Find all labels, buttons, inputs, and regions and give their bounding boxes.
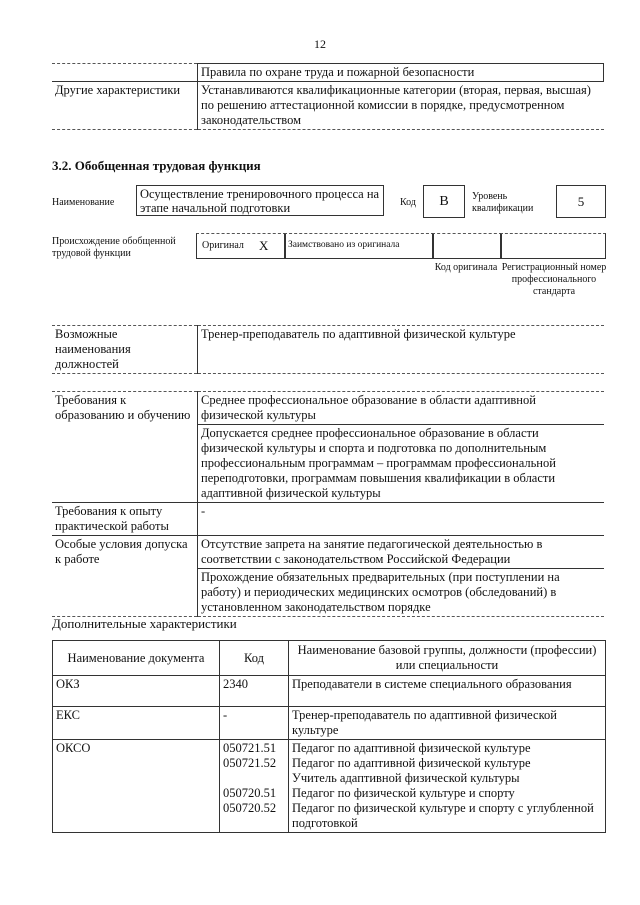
row-doc: ОКЗ — [53, 676, 220, 707]
safety-rules-cell: Правила по охране труда и пожарной безопасности — [198, 64, 604, 82]
header-name: Наименование базовой группы, должности (профессии) или специальности — [289, 641, 606, 676]
row-doc: ОКСО — [53, 740, 220, 833]
original-label: Оригинал — [202, 240, 244, 251]
conditions-2: Прохождение обязательных предварительных (при поступлении на работу) и периодических медицинских осмотров (обследований) в установленном законодательством порядке — [198, 569, 605, 617]
requirements-table — [52, 391, 604, 617]
reg-number-box — [500, 233, 606, 259]
function-name-box: Осуществление тренировочного процесса на этапе начальной подготовки — [136, 185, 384, 216]
row-code: - — [220, 707, 289, 740]
header-code: Код — [220, 641, 289, 676]
education-requirement-1: Среднее профессиональное образование в области адаптивной физической культуры — [198, 392, 605, 425]
experience-label: Требования к опыту практической работы — [52, 503, 198, 536]
original-mark: X — [259, 238, 269, 253]
original-box — [196, 233, 286, 259]
origin-label: Происхождение обобщенной трудовой функции — [52, 236, 176, 259]
education-requirement-2: Допускается среднее профессиональное образование в области физической культуры и спорта и подготовка по дополнительным профессиональным программам – программам профессиональной переподготовки, программам повышения квалификации в области адаптивной физической культуры — [198, 425, 605, 503]
positions-value: Тренер-преподаватель по адаптивной физической культуре — [198, 326, 605, 374]
code-value-box: B — [423, 185, 465, 218]
other-characteristics-label: Другие характеристики — [52, 82, 198, 130]
borrowed-label: Заимствовано из оригинала — [288, 240, 400, 250]
row-code: 2340 — [220, 676, 289, 707]
code-original-caption: Код оригинала — [434, 262, 498, 273]
code-original-box — [432, 233, 502, 259]
experience-value: - — [198, 503, 605, 536]
other-characteristics-table — [52, 63, 604, 130]
section-title: 3.2. Обобщенная трудовая функция — [52, 158, 261, 173]
table-row — [53, 740, 606, 833]
positions-table — [52, 325, 604, 374]
borrowed-box — [284, 233, 434, 259]
additional-table — [52, 640, 606, 833]
education-label: Требования к образованию и обучению — [52, 392, 198, 503]
row-code: 050721.51 050721.52 050720.51 050720.52 — [220, 740, 289, 833]
row-doc: ЕКС — [53, 707, 220, 740]
reg-number-caption: Регистрационный номер профессионального стандарта — [501, 262, 607, 297]
level-value-box: 5 — [556, 185, 606, 218]
table-row — [53, 676, 606, 707]
name-label: Наименование — [52, 197, 115, 208]
code-label: Код — [400, 197, 416, 208]
other-characteristics-value: Устанавливаются квалификационные категории (вторая, первая, высшая) по решению аттестационной комиссии в порядке, предусмотренном законодательством — [198, 82, 604, 130]
page-number: 12 — [314, 37, 326, 51]
table-row — [53, 707, 606, 740]
row-name: Преподаватели в системе специального образования — [289, 676, 606, 707]
conditions-1: Отсутствие запрета на занятие педагогической деятельностью в соответствии с законодательством Российской Федерации — [198, 536, 605, 569]
row-name: Педагог по адаптивной физической культуре Педагог по адаптивной физической культуре Учитель адаптивной физической культуры Педагог по физической культуре и спорту Педагог по физической культуре и спорту с углубленной подготовкой — [289, 740, 606, 833]
additional-title: Дополнительные характеристики — [52, 616, 237, 631]
empty-cell — [52, 64, 198, 82]
row-name: Тренер-преподаватель по адаптивной физической культуре — [289, 707, 606, 740]
conditions-label: Особые условия допуска к работе — [52, 536, 198, 617]
level-label: Уровень квалификации — [472, 191, 534, 214]
positions-label: Возможные наименования должностей — [52, 326, 198, 374]
header-document: Наименование документа — [53, 641, 220, 676]
